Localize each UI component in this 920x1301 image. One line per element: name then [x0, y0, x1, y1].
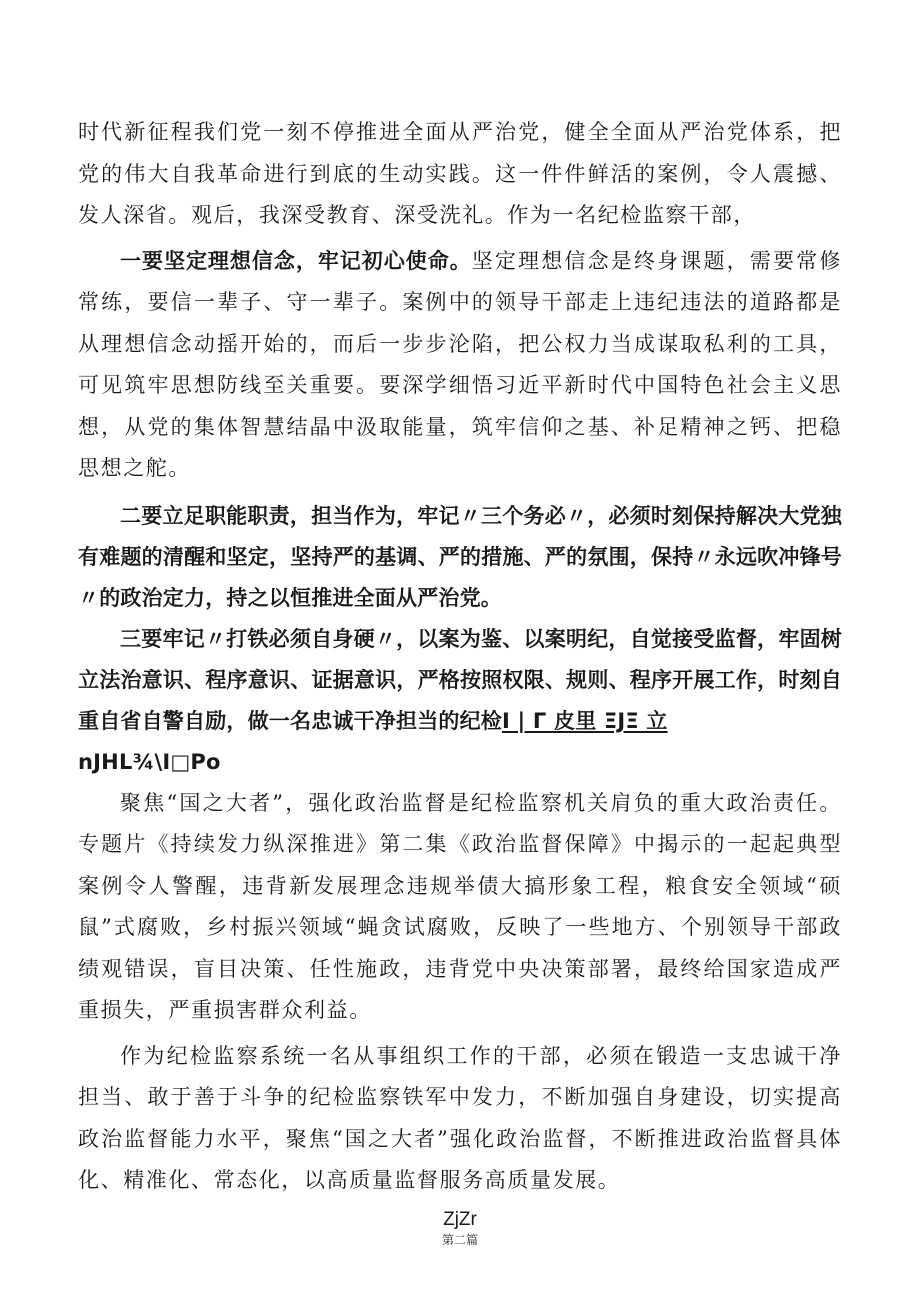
paragraph-third-point-garbled-tail: I | Γ 皮里 ΞJΞ 立	[502, 708, 668, 733]
section-caption: 第二篇	[441, 1232, 478, 1247]
paragraph-political-supervision: 聚焦“国之大者”，强化政治监督是纪检监察机关肩负的重大政治责任。专题片《持续发力纵深推进》第二集《政治监督保障》中揭示的一起起典型案例令人警醒，违背新发展理念违规举债大搞形象工程，粮食安全领域“硕鼠”式腐败，乡村振兴领域“蝇贪试腐败，反映了一些地方、个别领导干部政绩观错误，盲目决策、任性施政，违背党中央决策部署，最终给国家造成严重损失，严重损害群众利益。	[78, 790, 842, 1022]
paragraph-first-point-lead: 一要坚定理想信念，牢记初心使命。	[120, 248, 472, 273]
document-body	[78, 112, 842, 1248]
paragraph-third-point-garbled-line: nJHL¾\I□Po	[78, 749, 221, 774]
paragraph-second-point: 二要立足职能职责，担当作为，牢记〃三个务必〃，必须时刻保持解决大党独有难题的清醒和坚定，坚持严的基调、严的措施、严的氛围，保持〃永远吹冲锋号〃的政治定力，持之以恒推进全面从严治党。	[78, 503, 842, 610]
paragraph-intro: 时代新征程我们党一刻不停推进全面从严治党，健全全面从严治党体系，把党的伟大自我革命进行到底的生动实践。这一件件鲜活的案例，令人震撼、发人深省。观后，我深受教育、深受洗礼。作为一名纪检监察干部，	[78, 120, 842, 227]
paragraph-third-point	[78, 619, 842, 783]
paragraph-first-point-body: 坚定理想信念是终身课题，需要常修常练，要信一辈子、守一辈子。案例中的领导干部走上违纪违法的道路都是从理想信念动摇开始的，而后一步步沦陷，把公权力当成谋取私利的工具，可见筑牢思想防线至关重要。要深学细悟习近平新时代中国特色社会主义思想，从党的集体智慧结晶中汲取能量，筑牢信仰之基、补足精神之钙、把稳思想之舵。	[78, 248, 842, 480]
signature: ZjZr	[443, 1208, 477, 1230]
paragraph-third-point-main: 三要牢记〃打铁必须自身硬〃，以案为鉴、以案明纪，自觉接受监督，牢固树立法治意识、程序意识、证据意识，严格按照权限、规则、程序开展工作，时刻自重自省自警自励，做一名忠诚干净担当的纪检	[78, 626, 842, 733]
paragraph-conclusion: 作为纪检监察系统一名从事组织工作的干部，必须在锻造一支忠诚干净担当、敢于善于斗争的纪检监察铁军中发力，不断加强自身建设，切实提高政治监督能力水平，聚焦“国之大者”强化政治监督，不断推进政治监督具体化、精准化、常态化，以高质量监督服务高质量发展。	[78, 1043, 842, 1192]
paragraph-first-point	[78, 241, 842, 490]
